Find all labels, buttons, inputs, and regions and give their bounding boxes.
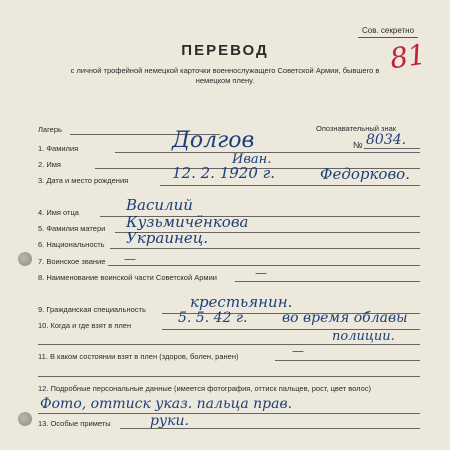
field-value-nationality: Украинец. — [126, 229, 208, 247]
field-line — [38, 376, 420, 377]
field-value-captured-place-cont: полиции. — [332, 329, 395, 344]
punch-hole — [18, 252, 32, 266]
field-label-personal-data: 12. Подробные персональные данные (имеется фотография, оттиск пальцев, рост, цвет волос) — [38, 384, 372, 393]
field-label-condition: 11. В каком состоянии взят в плен (здоров, болен, ранен) — [38, 352, 239, 361]
camp-label: Лагерь — [38, 125, 62, 134]
tag-line — [364, 148, 420, 149]
field-line — [120, 428, 420, 429]
field-label-profession: 9. Гражданская специальность — [38, 305, 146, 314]
field-value-birth-place: Федорково. — [320, 165, 410, 183]
tag-number-value: 8034. — [366, 132, 407, 148]
field-value-captured-date: 5. 5. 42 г. — [178, 310, 248, 326]
field-label-captured: 10. Когда и где взят в плен — [38, 321, 132, 330]
field-label-mother: 5. Фамилия матери — [38, 224, 106, 233]
field-value-father: Василий — [126, 196, 193, 214]
secrecy-underline — [358, 37, 418, 38]
field-label-name: 2. Имя — [38, 160, 61, 169]
field-value-personal-data: Фото, оттиск указ. пальца прав. — [40, 396, 293, 412]
field-line — [275, 360, 420, 361]
field-line — [235, 281, 420, 282]
document-title: ПЕРЕВОД — [181, 42, 269, 59]
field-line — [162, 329, 420, 330]
field-value-birth-date: 12. 2. 1920 г. — [172, 164, 275, 182]
tag-number-prefix: № — [353, 140, 363, 150]
secrecy-label: Сов. секретно — [362, 26, 415, 35]
field-line — [110, 248, 420, 249]
field-value-captured-place: во время облавы — [282, 310, 408, 326]
tag-label: Опознавательный знак — [316, 124, 397, 133]
field-line — [38, 344, 420, 345]
field-value-profession: крестьянин. — [190, 293, 293, 311]
field-value-condition: — — [292, 344, 304, 358]
document-subtitle: с личной трофейной немецкой карточки военнослужащего Советской Армии, бывшего в немецком плену. — [70, 66, 380, 85]
field-label-nationality: 6. Национальность — [38, 240, 105, 249]
field-value-marks: руки. — [150, 413, 189, 429]
field-line — [160, 185, 420, 186]
punch-hole — [18, 412, 32, 426]
field-line — [38, 413, 420, 414]
field-value-name: Иван. — [232, 152, 272, 167]
field-value-unit: — — [255, 266, 267, 280]
field-value-rank: — — [124, 252, 136, 266]
field-value-surname: Долгов — [172, 128, 255, 153]
field-value-mother: Кузьмичёнкова — [126, 213, 249, 231]
field-label-birth: 3. Дата и место рождения — [38, 176, 129, 185]
field-label-marks: 13. Особые приметы — [38, 419, 111, 428]
field-label-unit: 8. Наименование воинской части Советской Армии — [38, 273, 217, 282]
handwritten-number: 81 — [387, 37, 428, 76]
field-label-rank: 7. Воинское звание — [38, 257, 106, 266]
field-label-father: 4. Имя отца — [38, 208, 79, 217]
field-label-surname: 1. Фамилия — [38, 144, 79, 153]
